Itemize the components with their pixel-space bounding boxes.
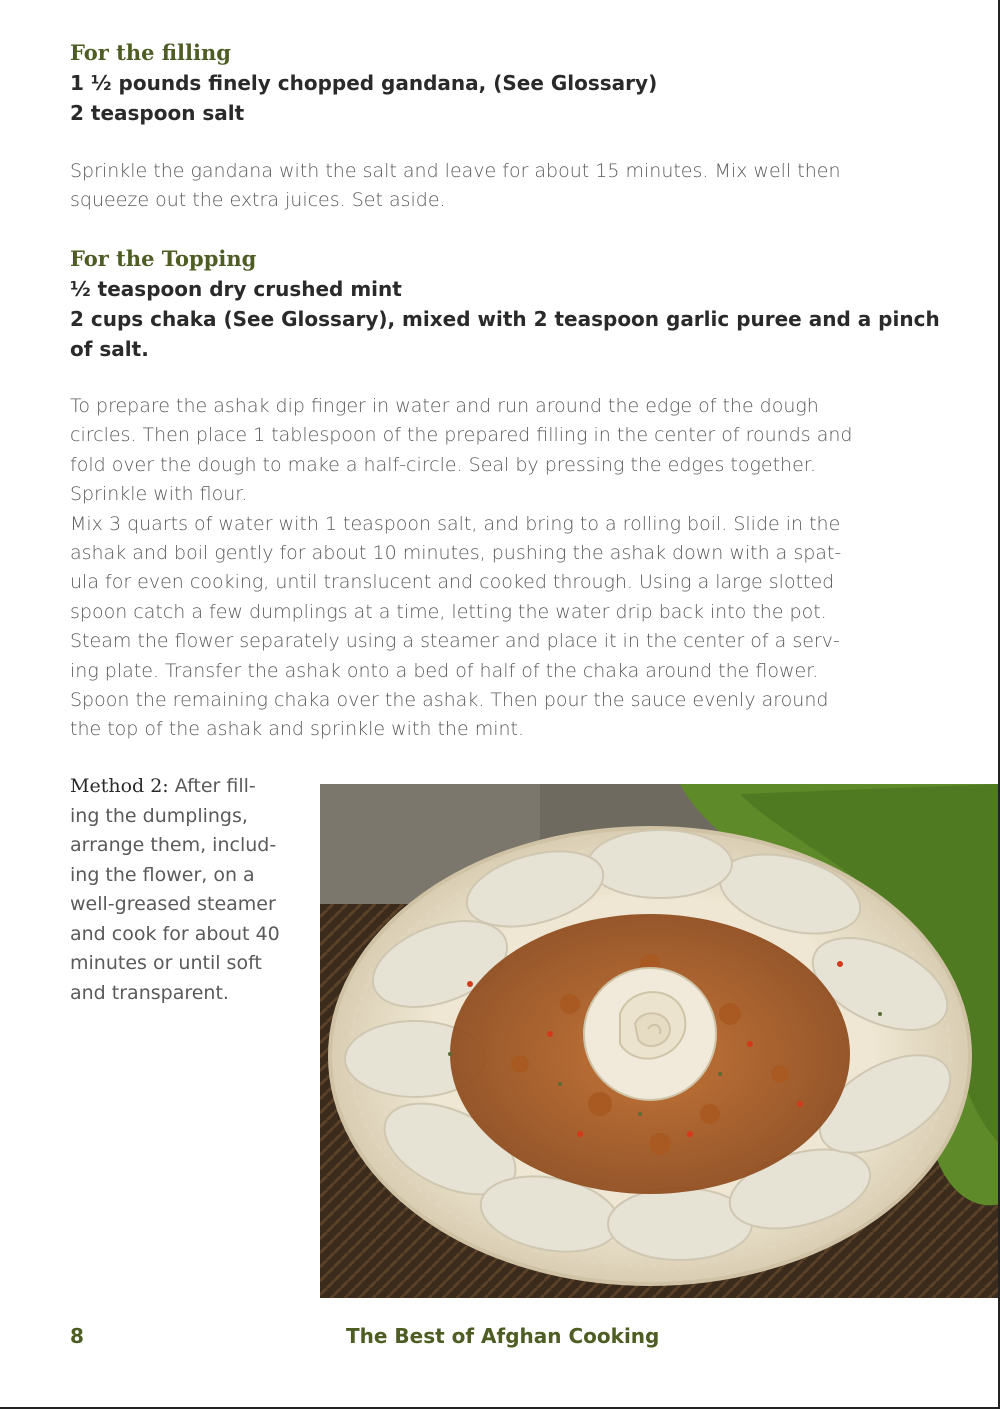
filling-ingredient: 1 ½ pounds finely chopped gandana, (See Glossary) xyxy=(70,71,658,95)
method-line: ashak and boil gently for about 10 minutes, pushing the ashak down with a spat- xyxy=(70,542,842,564)
method-line: To prepare the ashak dip finger in water and run around the edge of the dough xyxy=(70,395,819,417)
method-2-line: arrange them, includ- xyxy=(70,834,277,856)
topping-heading: For the Topping xyxy=(70,246,257,271)
method-2-line: well-greased steamer xyxy=(70,893,276,915)
method-line: Spoon the remaining chaka over the ashak. Then pour the sauce evenly around xyxy=(70,689,829,711)
topping-ingredient: ½ teaspoon dry crushed mint xyxy=(70,277,402,301)
filling-ingredient: 2 teaspoon salt xyxy=(70,101,245,125)
topping-ingredient: of salt. xyxy=(70,337,149,361)
book-title: The Best of Afghan Cooking xyxy=(346,1324,660,1348)
topping-ingredient: 2 cups chaka (See Glossary), mixed with 2 teaspoon garlic puree and a pinch xyxy=(70,307,940,331)
filling-instruction-line: Sprinkle the gandana with the salt and leave for about 15 minutes. Mix well then xyxy=(70,160,841,182)
ashak-dish-photo xyxy=(320,784,1000,1298)
method-2-line: and cook for about 40 xyxy=(70,922,280,945)
method-2-line: ing the dumplings, xyxy=(70,804,248,827)
method-line: Steam the flower separately using a steamer and place it in the center of a serv- xyxy=(70,630,840,652)
page-number: 8 xyxy=(70,1324,84,1348)
method-line: the top of the ashak and sprinkle with the mint. xyxy=(70,718,525,740)
method-2-line: and transparent. xyxy=(70,981,229,1004)
method-line: spoon catch a few dumplings at a time, letting the water drip back into the pot. xyxy=(70,601,827,623)
method-line: Sprinkle with flour. xyxy=(70,483,248,505)
method-line: ing plate. Transfer the ashak onto a bed of half of the chaka around the flower. xyxy=(70,660,819,682)
method-line: Mix 3 quarts of water with 1 teaspoon salt, and bring to a rolling boil. Slide in the xyxy=(70,513,841,535)
method-2-text: After fill- xyxy=(168,775,256,797)
method-2-line: ing the flower, on a xyxy=(70,863,255,886)
method-2-line: minutes or until soft xyxy=(70,952,262,974)
filling-heading: For the filling xyxy=(70,40,231,65)
method-line: fold over the dough to make a half-circle. Seal by pressing the edges together. xyxy=(70,454,816,476)
method-line: circles. Then place 1 tablespoon of the prepared filling in the center of rounds and xyxy=(70,424,853,446)
ashak-photo-illustration xyxy=(320,784,1000,1298)
method-2-paragraph xyxy=(70,772,310,1008)
method-2-label: Method 2: xyxy=(70,775,169,797)
filling-instruction-line: squeeze out the extra juices. Set aside. xyxy=(70,189,446,211)
method-line: ula for even cooking, until translucent and cooked through. Using a large slotted xyxy=(70,571,835,593)
